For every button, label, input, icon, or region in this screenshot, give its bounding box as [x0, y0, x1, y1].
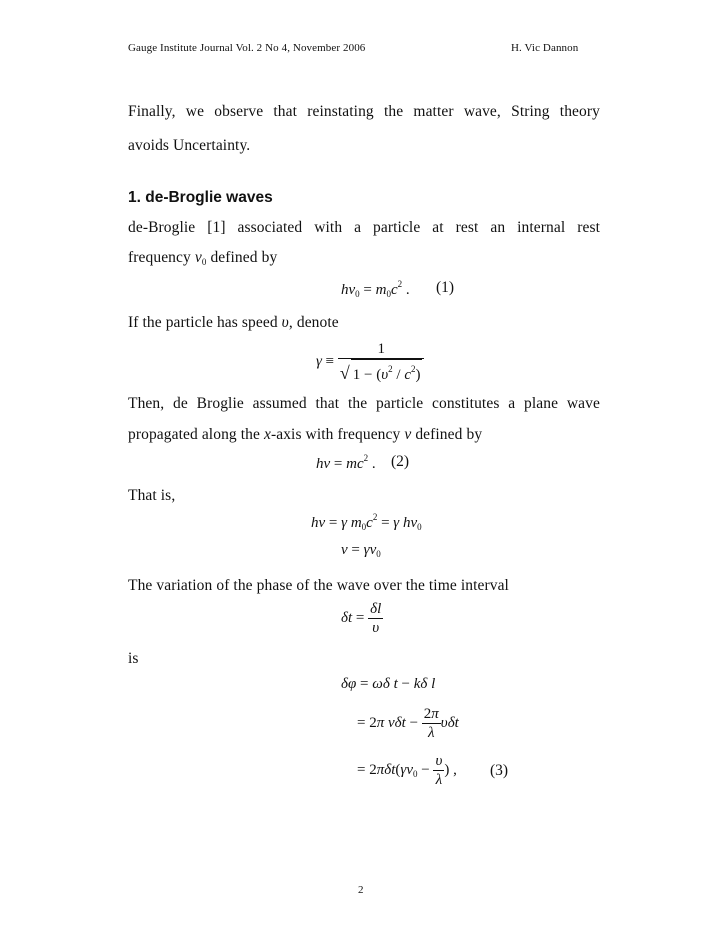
para-1-line-1: de-Broglie [1] associated with a particle at rest an internal rest: [128, 219, 600, 236]
para-5: The variation of the phase of the wave over the time interval: [128, 577, 509, 594]
para-1-line-2-post: defined by: [210, 249, 278, 266]
equation-1: $h\nu_0 = m_0c^2$ .: [341, 279, 410, 299]
equation-2-label: (2): [391, 453, 410, 470]
para-3-line-1: Then, de Broglie assumed that the particle constitutes a plane wave: [128, 395, 600, 412]
para-2: [128, 311, 339, 335]
section-heading: 1. de-Broglie waves: [128, 189, 273, 206]
math-nu0: $\nu_0$: [194, 249, 207, 267]
math-nu: ν: [404, 426, 412, 443]
equation-3-label: (3): [490, 762, 509, 779]
equation-phase-1: δφ = ωδ t − kδ l: [341, 676, 436, 692]
para-6: is: [128, 650, 139, 667]
intro-line-2: avoids Uncertainty.: [128, 137, 251, 154]
para-3-line-2-pre: propagated along the: [128, 426, 260, 443]
equation-2: $h\nu = mc^2$ .: [316, 453, 376, 472]
equation-phase-3: = $2\pi\delta t(\gamma\nu_0$ − $\frac{\upsilon}{\lambda}$ ) ,: [357, 753, 457, 788]
para-3-line-2-post: defined by: [415, 426, 483, 443]
math-x: x: [263, 426, 271, 443]
para-4: That is,: [128, 487, 176, 504]
para-3-line-2-mid: -axis with frequency: [270, 426, 401, 443]
gamma-definition: γ ≡ $\frac{1}{√ 1 - (\upsilon^2 / c^2)}$: [316, 340, 424, 384]
equation-that-is-1: hν = γ $m_0c^2 = \gamma$ $h\nu_0$: [311, 512, 422, 532]
para-1-line-2-pre: frequency: [128, 249, 191, 266]
author-header: H. Vic Dannon: [511, 42, 579, 54]
equation-1-label: (1): [436, 279, 455, 296]
math-upsilon: υ: [281, 314, 289, 331]
intro-line-1: Finally, we observe that reinstating the matter wave, String theory: [128, 103, 600, 120]
page-number: 2: [358, 884, 364, 896]
journal-header: Gauge Institute Journal Vol. 2 No 4, November 2006: [128, 42, 366, 54]
para-2-pre: If the particle has speed: [128, 314, 278, 331]
para-3-line-2: [128, 423, 482, 447]
equation-delta-t: δt = $\frac{\delta l}{\upsilon}$: [341, 601, 382, 636]
para-1-line-2: [128, 246, 277, 274]
equation-phase-2: = 2π νδt − $\frac{2\pi}{\lambda}$ υδt: [357, 706, 459, 741]
equation-that-is-2: $\nu = \gamma\nu_0$: [341, 542, 381, 559]
para-2-post: , denote: [288, 314, 339, 331]
